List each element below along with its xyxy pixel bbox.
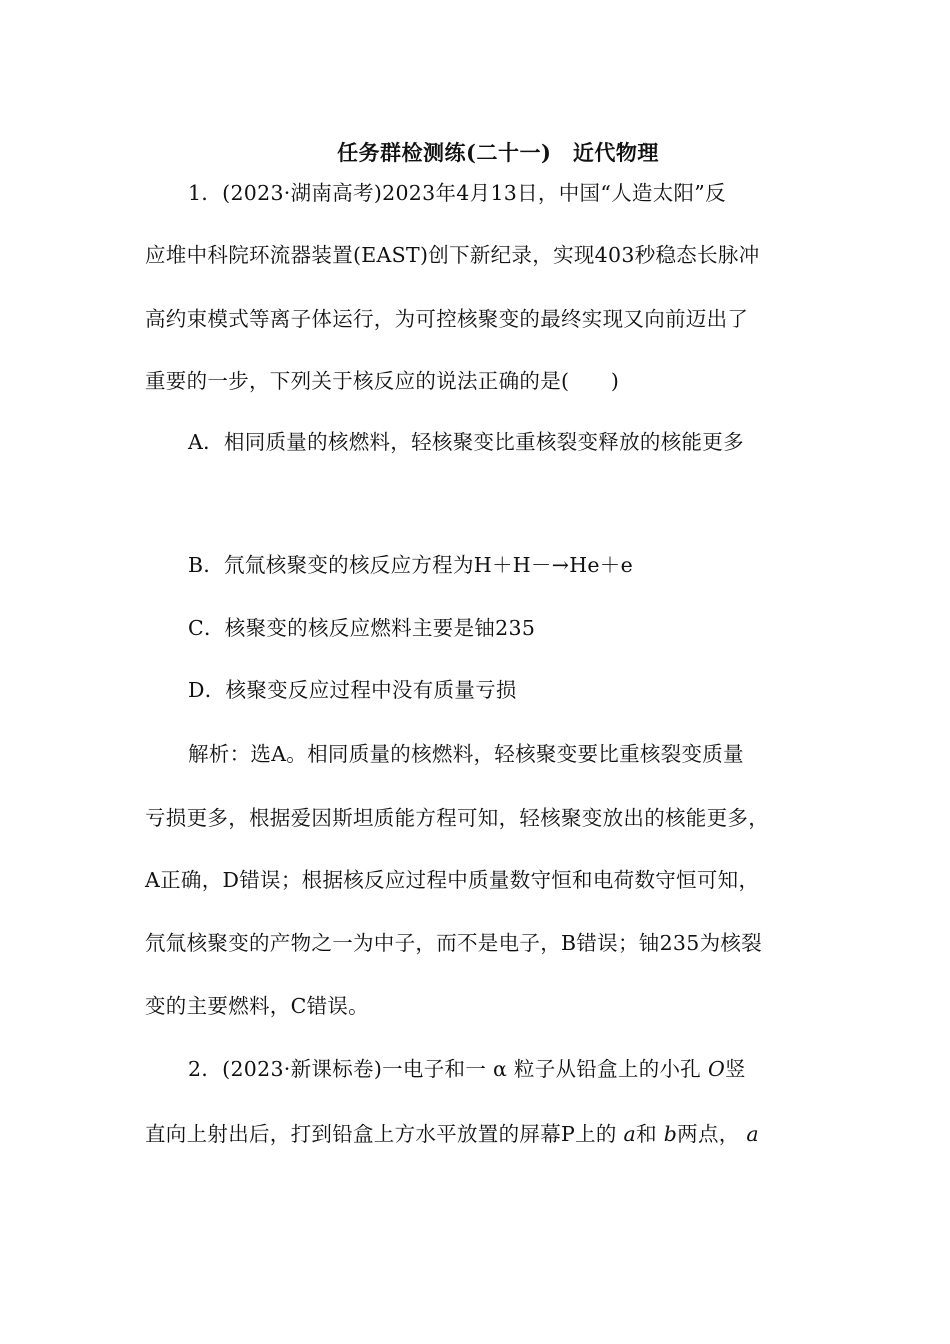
analysis-line-4: 氘氚核聚变的产物之一为中子，而不是电子，B错误；铀235为核裂 [145, 931, 762, 955]
option-a: A．相同质量的核燃料，轻核聚变比重核裂变释放的核能更多 [188, 430, 744, 454]
question-1-line-2: 应堆中科院环流器装置(EAST)创下新纪录，实现403秒稳态长脉冲 [145, 243, 760, 267]
question-2-line-2 [145, 1117, 759, 1147]
point-label-a: a [623, 1122, 637, 1146]
analysis-line-3: A正确，D错误；根据核反应过程中质量数守恒和电荷数守恒可知， [145, 868, 760, 892]
point-label-b: b [663, 1122, 678, 1146]
question-1-line-1: 1．(2023·湖南高考)2023年4月13日，中国“人造太阳”反 [188, 181, 726, 205]
hole-label-o: O [707, 1057, 726, 1081]
option-b [188, 548, 633, 578]
point-label-a-repeat: a [746, 1122, 759, 1146]
analysis-line-2: 亏损更多，根据爱因斯坦质能方程可知，轻核聚变放出的核能更多， [145, 806, 769, 830]
question-1-line-4: 重要的一步，下列关于核反应的说法正确的是( ) [145, 369, 620, 393]
question-2-line-2-and: 和 [636, 1122, 657, 1146]
analysis-line-1: 解析：选A。相同质量的核燃料，轻核聚变要比重核裂变质量 [188, 742, 744, 766]
option-b-text: B．氘氚核聚变的核反应方程为 [188, 553, 474, 577]
analysis-line-5: 变的主要燃料，C错误。 [145, 994, 369, 1018]
question-2-line-1-end: 竖 [725, 1057, 746, 1081]
option-b-formula: H＋H－→He＋e [473, 553, 634, 577]
option-c: C．核聚变的核反应燃料主要是铀235 [188, 616, 536, 640]
page-title: 任务群检测练(二十一) 近代物理 [337, 140, 659, 165]
question-2-line-1-text: 2．(2023·新课标卷)一电子和一 α 粒子从铅盒上的小孔 [188, 1057, 702, 1081]
question-1-line-3: 高约束模式等离子体运行，为可控核聚变的最终实现又向前迈出了 [145, 307, 749, 331]
question-2-line-2-points: 两点， [677, 1122, 740, 1146]
question-2-line-1 [188, 1052, 746, 1082]
option-d: D．核聚变反应过程中没有质量亏损 [188, 678, 517, 702]
question-2-line-2-text: 直向上射出后，打到铅盒上方水平放置的屏幕P上的 [145, 1122, 617, 1146]
